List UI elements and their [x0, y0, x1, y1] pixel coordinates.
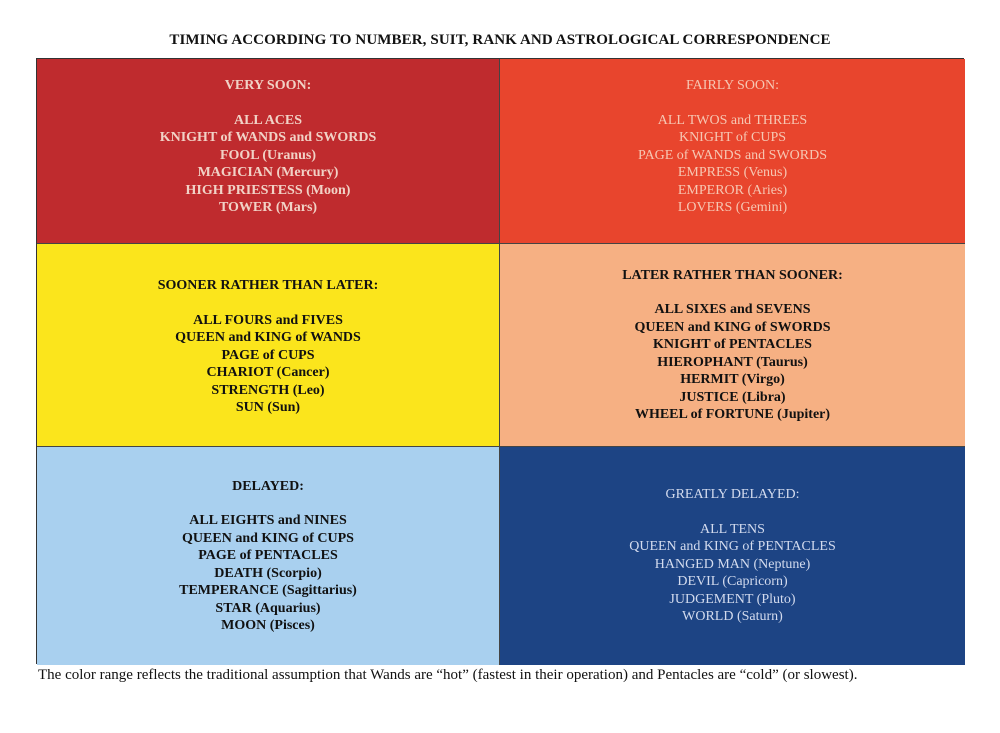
card-line: DEVIL (Capricorn)	[677, 574, 788, 590]
card-line: ALL TENS	[700, 521, 765, 537]
timing-grid	[36, 58, 964, 664]
card-line: PAGE of PENTACLES	[198, 548, 338, 563]
card-line: JUSTICE (Libra)	[679, 389, 786, 405]
cell-delayed	[37, 447, 500, 665]
card-line: WORLD (Saturn)	[682, 609, 783, 625]
footnote: The color range reflects the traditional assumption that Wands are “hot” (fastest in their operation) and Pentacles are “cold” (or slowest).	[38, 667, 858, 683]
card-line: EMPEROR (Aries)	[677, 182, 788, 198]
card-line: ALL ACES	[233, 112, 303, 128]
card-line: ALL SIXES and SEVENS	[654, 302, 811, 317]
cell-heading: SOONER RATHER THAN LATER:	[157, 278, 379, 294]
cell-heading: FAIRLY SOON:	[685, 78, 780, 94]
card-line: KNIGHT of PENTACLES	[653, 337, 812, 352]
card-line: STAR (Aquarius)	[215, 600, 321, 616]
cell-heading: GREATLY DELAYED:	[665, 487, 800, 503]
card-line: ALL EIGHTS and NINES	[189, 513, 347, 528]
card-line: QUEEN and KING of SWORDS	[634, 319, 831, 335]
card-line: MAGICIAN (Mercury)	[197, 165, 339, 181]
card-line: HANGED MAN (Neptune)	[654, 556, 811, 572]
card-line: HIGH PRIESTESS (Moon)	[185, 182, 351, 198]
card-line: QUEEN and KING of CUPS	[182, 530, 354, 546]
card-line: HIEROPHANT (Taurus)	[657, 354, 808, 370]
card-line: EMPRESS (Venus)	[677, 165, 788, 181]
card-line: WHEEL of FORTUNE (Jupiter)	[634, 407, 831, 422]
card-line: PAGE of WANDS and SWORDS	[637, 147, 828, 163]
cell-heading: DELAYED:	[232, 478, 304, 494]
card-line: ALL FOURS and FIVES	[193, 312, 343, 328]
card-line: QUEEN and KING of PENTACLES	[629, 539, 836, 555]
cell-heading: VERY SOON:	[224, 78, 312, 94]
card-line: PAGE of CUPS	[221, 347, 315, 363]
card-line: FOOL (Uranus)	[219, 147, 317, 163]
card-line: TEMPERANCE (Sagittarius)	[179, 583, 357, 598]
cell-sooner-rather-than-later	[37, 244, 500, 447]
cell-very-soon	[37, 59, 500, 244]
card-line: TOWER (Mars)	[218, 200, 318, 216]
card-line: MOON (Pisces)	[221, 618, 315, 633]
card-line: QUEEN and KING of WANDS	[175, 330, 361, 346]
document-title: TIMING ACCORDING TO NUMBER, SUIT, RANK AND ASTROLOGICAL CORRESPONDENCE	[169, 32, 831, 48]
card-line: KNIGHT of CUPS	[678, 130, 787, 146]
card-line: HERMIT (Virgo)	[680, 372, 785, 387]
card-line: ALL TWOS and THREES	[657, 112, 808, 128]
cell-greatly-delayed	[500, 447, 965, 665]
card-line: CHARIOT (Cancer)	[206, 365, 330, 381]
cell-heading: LATER RATHER THAN SOONER:	[622, 267, 843, 283]
card-line: LOVERS (Gemini)	[677, 200, 788, 216]
card-line: STRENGTH (Leo)	[211, 382, 325, 398]
card-line: DEATH (Scorpio)	[214, 565, 322, 581]
cell-later-rather-than-sooner	[500, 244, 965, 447]
card-line: SUN (Sun)	[235, 400, 301, 416]
cell-fairly-soon	[500, 59, 965, 244]
card-line: KNIGHT of WANDS and SWORDS	[159, 130, 377, 146]
card-line: JUDGEMENT (Pluto)	[669, 591, 796, 607]
